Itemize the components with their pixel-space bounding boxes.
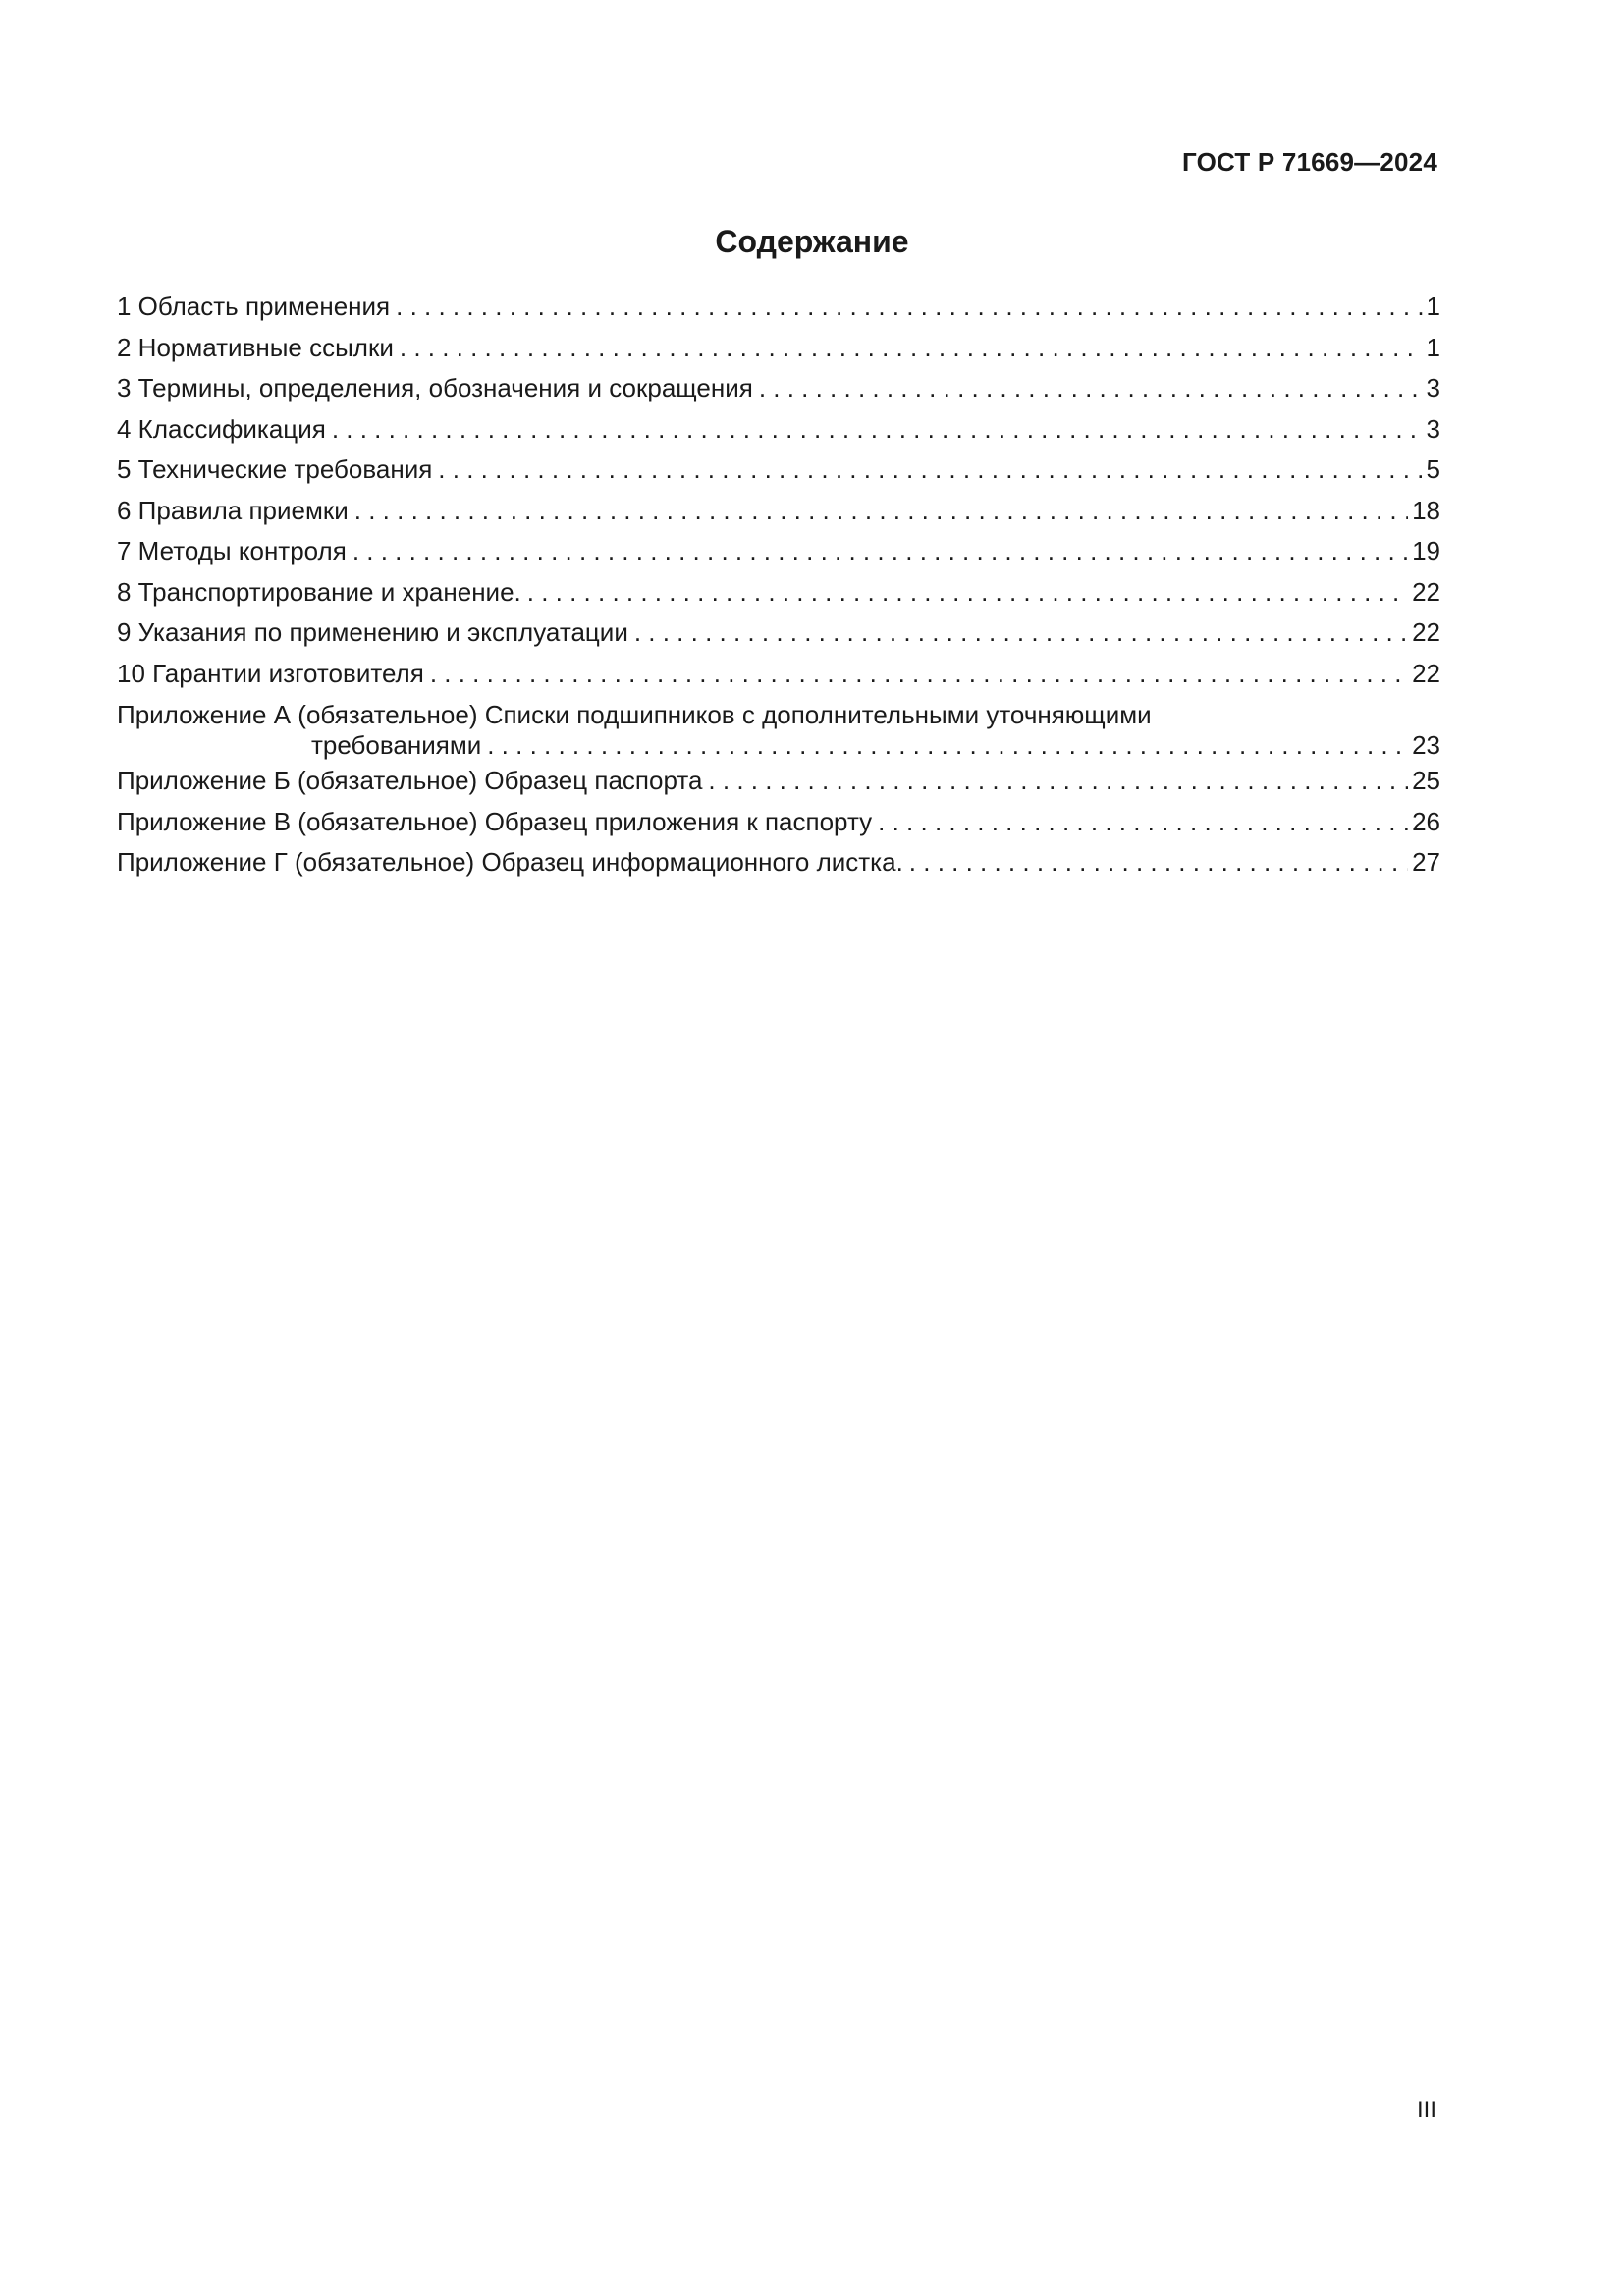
toc-dot-leader <box>430 654 1408 695</box>
toc-entry-appendix-g[interactable] <box>117 842 1440 883</box>
toc-entry-page: 27 <box>1412 847 1440 877</box>
toc-entry-title: Приложение Б (обязательное) Образец паспорта <box>117 766 703 795</box>
toc-dot-leader <box>759 368 1423 409</box>
toc-entry-page: 1 <box>1426 332 1440 362</box>
toc-entry-page: 26 <box>1412 806 1440 836</box>
toc-entry-title: Приложение Г (обязательное) Образец информационного листка. <box>117 847 903 877</box>
toc-entry[interactable] <box>117 613 1440 654</box>
toc-entry-title: 5 Технические требования <box>117 454 433 484</box>
toc-dot-leader <box>527 572 1408 614</box>
toc-entry[interactable] <box>117 450 1440 491</box>
toc-entry[interactable] <box>117 287 1440 328</box>
toc-entry-title: 6 Правила приемки <box>117 495 349 525</box>
toc-entry[interactable] <box>117 368 1440 409</box>
document-code: ГОСТ Р 71669—2024 <box>1182 147 1437 177</box>
toc-entry[interactable] <box>117 531 1440 572</box>
toc-entry-appendix-v[interactable] <box>117 802 1440 843</box>
page-number: III <box>1416 2097 1436 2123</box>
toc-entry-title: 4 Классификация <box>117 413 326 444</box>
toc-entry-title: 2 Нормативные ссылки <box>117 332 394 362</box>
toc-entry-page: 1 <box>1426 292 1440 321</box>
toc-title: Содержание <box>715 224 909 259</box>
toc-entry-page: 23 <box>1412 730 1440 760</box>
toc-entry[interactable] <box>117 654 1440 695</box>
table-of-contents <box>117 287 1440 883</box>
toc-entry-title: 10 Гарантии изготовителя <box>117 658 424 688</box>
toc-entry[interactable] <box>117 491 1440 532</box>
toc-entry-page: 25 <box>1412 766 1440 795</box>
toc-entry-appendix-a[interactable] <box>117 694 1440 761</box>
toc-entry-title: 7 Методы контроля <box>117 536 347 565</box>
toc-entry-appendix-b[interactable] <box>117 761 1440 802</box>
toc-entry[interactable] <box>117 572 1440 614</box>
toc-dot-leader <box>634 613 1408 654</box>
toc-dot-leader <box>400 328 1423 369</box>
toc-entry[interactable] <box>117 409 1440 451</box>
toc-entry-page: 22 <box>1412 658 1440 688</box>
toc-dot-leader <box>396 287 1422 328</box>
toc-dot-leader <box>878 802 1408 843</box>
toc-dot-leader <box>909 842 1408 883</box>
toc-entry-title: 9 Указания по применению и эксплуатации <box>117 617 628 647</box>
toc-entry-title: 8 Транспортирование и хранение. <box>117 576 521 607</box>
toc-entry-page: 3 <box>1426 373 1440 402</box>
toc-entry-page: 19 <box>1412 536 1440 565</box>
toc-entry-title: 3 Термины, определения, обозначения и сокращения <box>117 373 753 402</box>
toc-entry-title: 1 Область применения <box>117 292 391 321</box>
toc-dot-leader <box>487 729 1408 761</box>
toc-entry-title: Приложение В (обязательное) Образец приложения к паспорту <box>117 806 873 836</box>
toc-entry-page: 3 <box>1426 413 1440 444</box>
toc-entry-title-continued: требованиями <box>311 730 482 760</box>
toc-entry-title: Приложение А (обязательное) Списки подшипников с дополнительными уточняющими <box>117 700 1152 729</box>
toc-dot-leader <box>438 450 1422 491</box>
toc-dot-leader <box>352 531 1408 572</box>
toc-dot-leader <box>708 761 1408 802</box>
toc-entry-page: 18 <box>1412 495 1440 525</box>
toc-entry[interactable] <box>117 328 1440 369</box>
toc-entry-page: 5 <box>1426 454 1440 484</box>
toc-entry-page: 22 <box>1412 617 1440 647</box>
toc-dot-leader <box>332 409 1423 451</box>
toc-entry-page: 22 <box>1412 576 1440 607</box>
toc-dot-leader <box>354 491 1408 532</box>
